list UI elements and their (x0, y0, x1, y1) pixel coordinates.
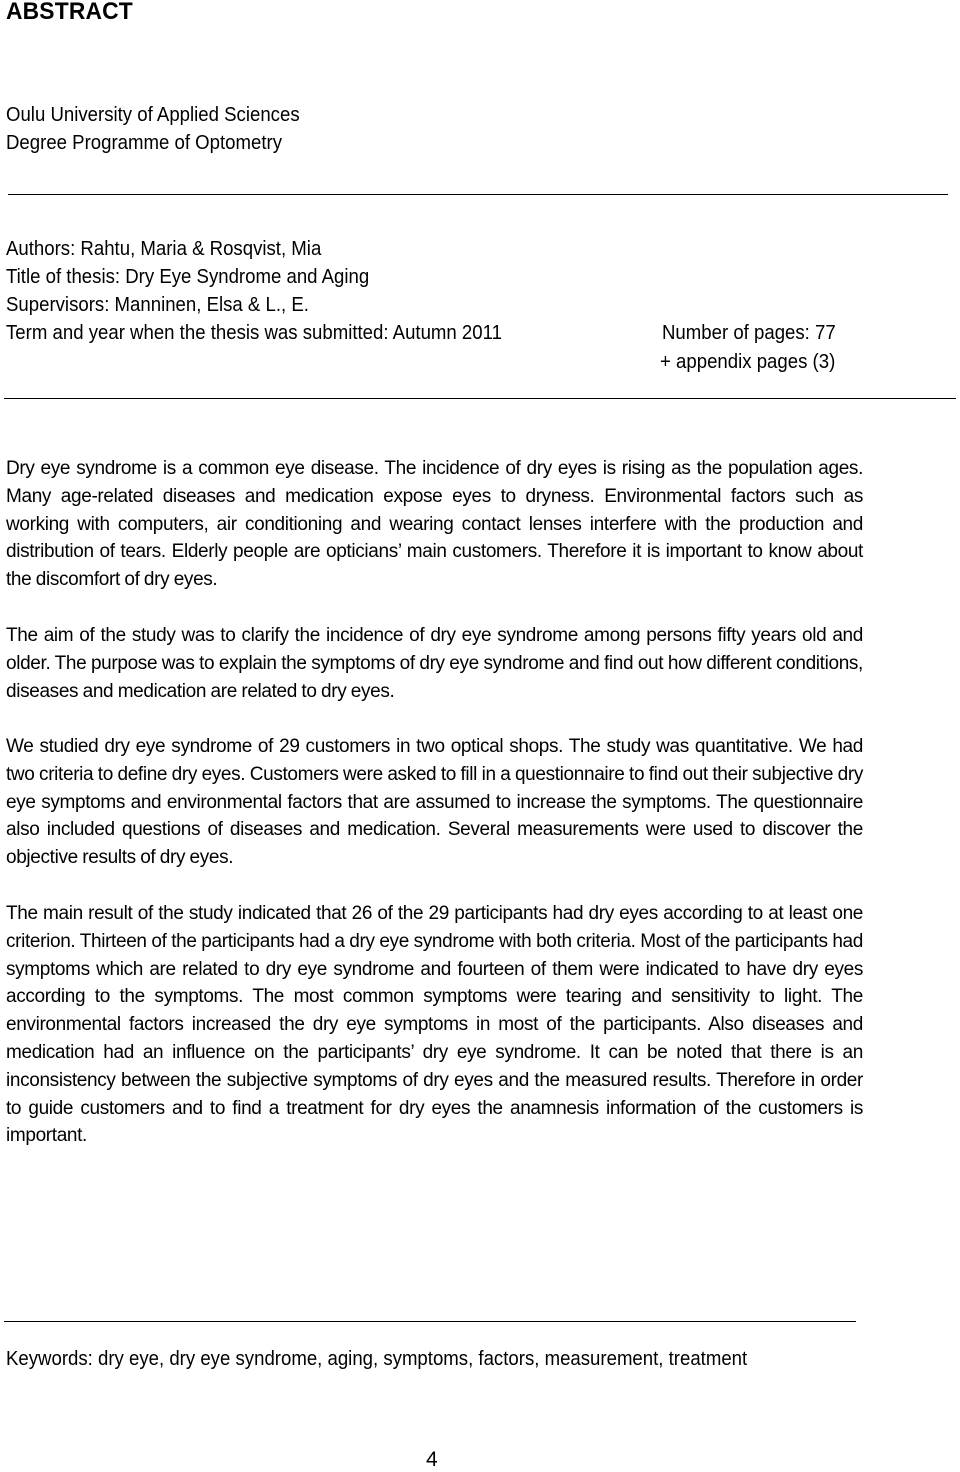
authors-line: Authors: Rahtu, Maria & Rosqvist, Mia (6, 238, 322, 260)
submission-term-line: Term and year when the thesis was submitted: Autumn 2011 (6, 322, 502, 344)
divider-bottom (4, 1321, 856, 1322)
abstract-heading: ABSTRACT (6, 0, 133, 25)
divider-middle (4, 398, 956, 399)
abstract-paragraph-4: The main result of the study indicated that 26 of the 29 participants had dry eyes according to at least one criterion. Thirteen of the participants had a dry eye syndrome with both criteria. Most of the participants had symptoms which are related to dry eye syndrome and fourteen of them were indicated to have dry eyes according to the symptoms. The most common symptoms were tearing and sensitivity to light. The environmental factors increased the dry eye symptoms in most of the participants. Also diseases and medication had an influence on the participants’ dry eye syndrome. It can be noted that there is an inconsistency between the subjective symptoms of dry eyes and the measured results. Therefore in order to guide customers and to find a treatment for dry eyes the anamnesis information of the customers is important. (6, 903, 863, 1147)
thesis-title-line: Title of thesis: Dry Eye Syndrome and Aging (6, 266, 370, 288)
page-number: 4 (426, 1448, 438, 1471)
university-name: Oulu University of Applied Sciences (6, 104, 300, 126)
abstract-paragraph-3: We studied dry eye syndrome of 29 customers in two optical shops. The study was quantitative. We had two criteria to define dry eyes. Customers were asked to fill in a questionnaire to find out their subjective dry eye symptoms and environmental factors that are assumed to increase the symptoms. The questionnaire also included questions of diseases and medication. Several measurements were used to discover the objective results of dry eyes. (6, 736, 863, 869)
abstract-paragraph-2: The aim of the study was to clarify the incidence of dry eye syndrome among persons fifty years old and older. The purpose was to explain the symptoms of dry eye syndrome and find out how different conditions, diseases and medication are related to dry eyes. (6, 625, 863, 702)
keywords-line: Keywords: dry eye, dry eye syndrome, aging, symptoms, factors, measurement, treatment (6, 1348, 748, 1370)
page-count-line: Number of pages: 77 (662, 322, 836, 344)
supervisors-line: Supervisors: Manninen, Elsa & L., E. (6, 294, 309, 316)
appendix-pages-line: + appendix pages (3) (660, 351, 836, 373)
abstract-paragraph-1: Dry eye syndrome is a common eye disease. The incidence of dry eyes is rising as the population ages. Many age-related diseases and medication expose eyes to dryness. Environmental factors such as working with computers, air conditioning and wearing contact lenses interfere with the production and distribution of tears. Elderly people are opticians’ main customers. Therefore it is important to know about the discomfort of dry eyes. (6, 458, 863, 591)
degree-programme: Degree Programme of Optometry (6, 132, 283, 154)
divider-top (8, 194, 948, 195)
